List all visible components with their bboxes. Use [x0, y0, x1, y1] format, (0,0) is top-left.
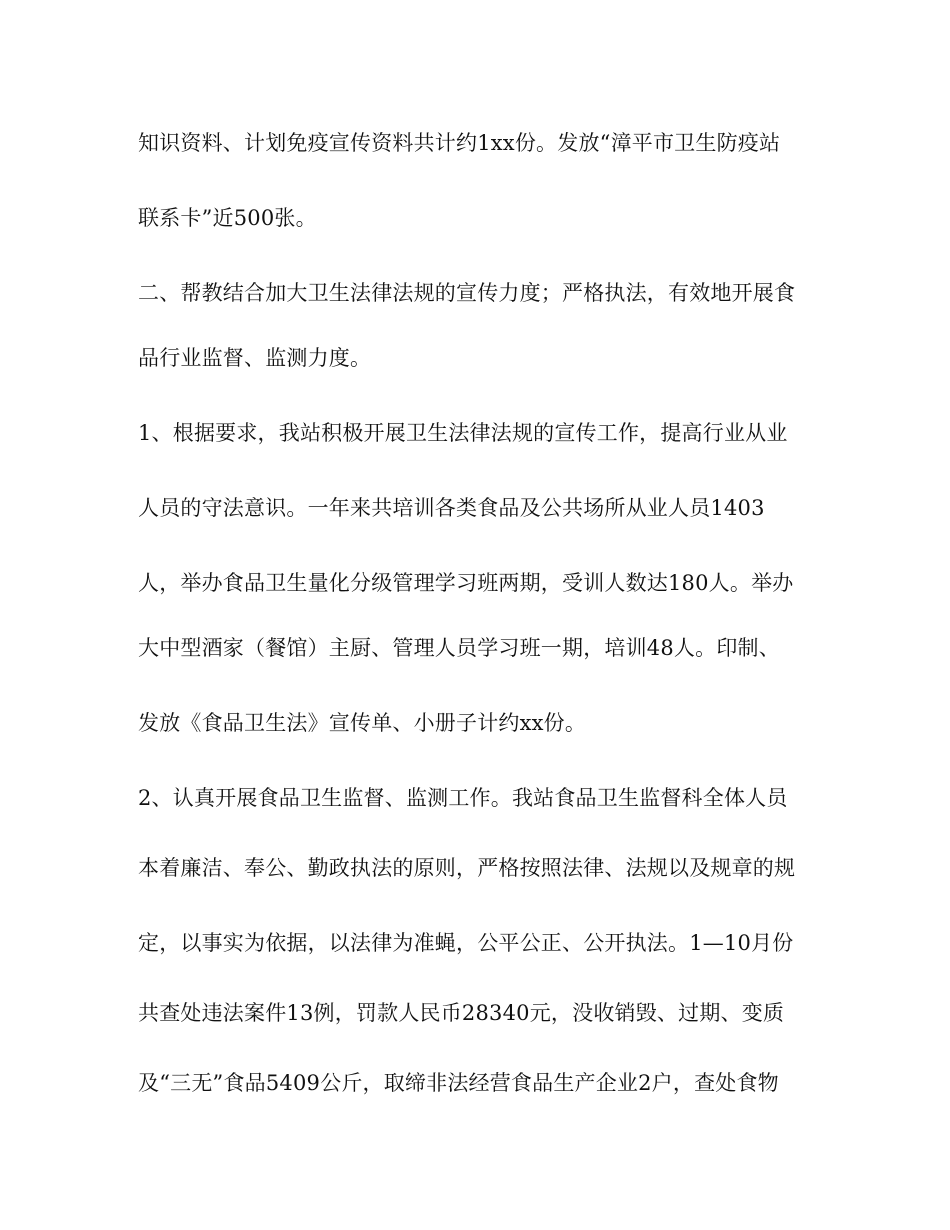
text-line: 发放《食品卫生法》宣传单、小册子计约xx份。 — [138, 711, 587, 735]
text-line: 及“三无”食品5409公斤，取缔非法经营食品生产企业2户，查处食物 — [138, 1071, 779, 1095]
text-line: 共查处违法案件13例，罚款人民币28340元，没收销毁、过期、变质 — [138, 1001, 785, 1025]
text-line: 人员的守法意识。一年来共培训各类食品及公共场所从业人员1403 — [138, 496, 765, 520]
text-line: 知识资料、计划免疫宣传资料共计约1xx份。发放“漳平市卫生防疫站 — [138, 131, 781, 155]
text-line: 2、认真开展食品卫生监督、监测工作。我站食品卫生监督科全体人员 — [138, 786, 788, 810]
text-line: 本着廉洁、奉公、勤政执法的原则，严格按照法律、法规以及规章的规 — [138, 856, 796, 880]
text-line: 联系卡”近500张。 — [138, 206, 317, 230]
text-line: 品行业监督、监测力度。 — [138, 346, 372, 370]
text-line: 大中型酒家（餐馆）主厨、管理人员学习班一期，培训48人。印制、 — [138, 636, 780, 660]
text-line: 1、根据要求，我站积极开展卫生法律法规的宣传工作，提高行业从业 — [138, 421, 788, 445]
text-line: 二、帮教结合加大卫生法律法规的宣传力度；严格执法，有效地开展食 — [138, 281, 796, 305]
text-line: 定，以事实为依据，以法律为准蝇，公平公正、公开执法。1—10月份 — [138, 931, 794, 955]
text-line: 人，举办食品卫生量化分级管理学习班两期，受训人数达180人。举办 — [138, 571, 794, 595]
